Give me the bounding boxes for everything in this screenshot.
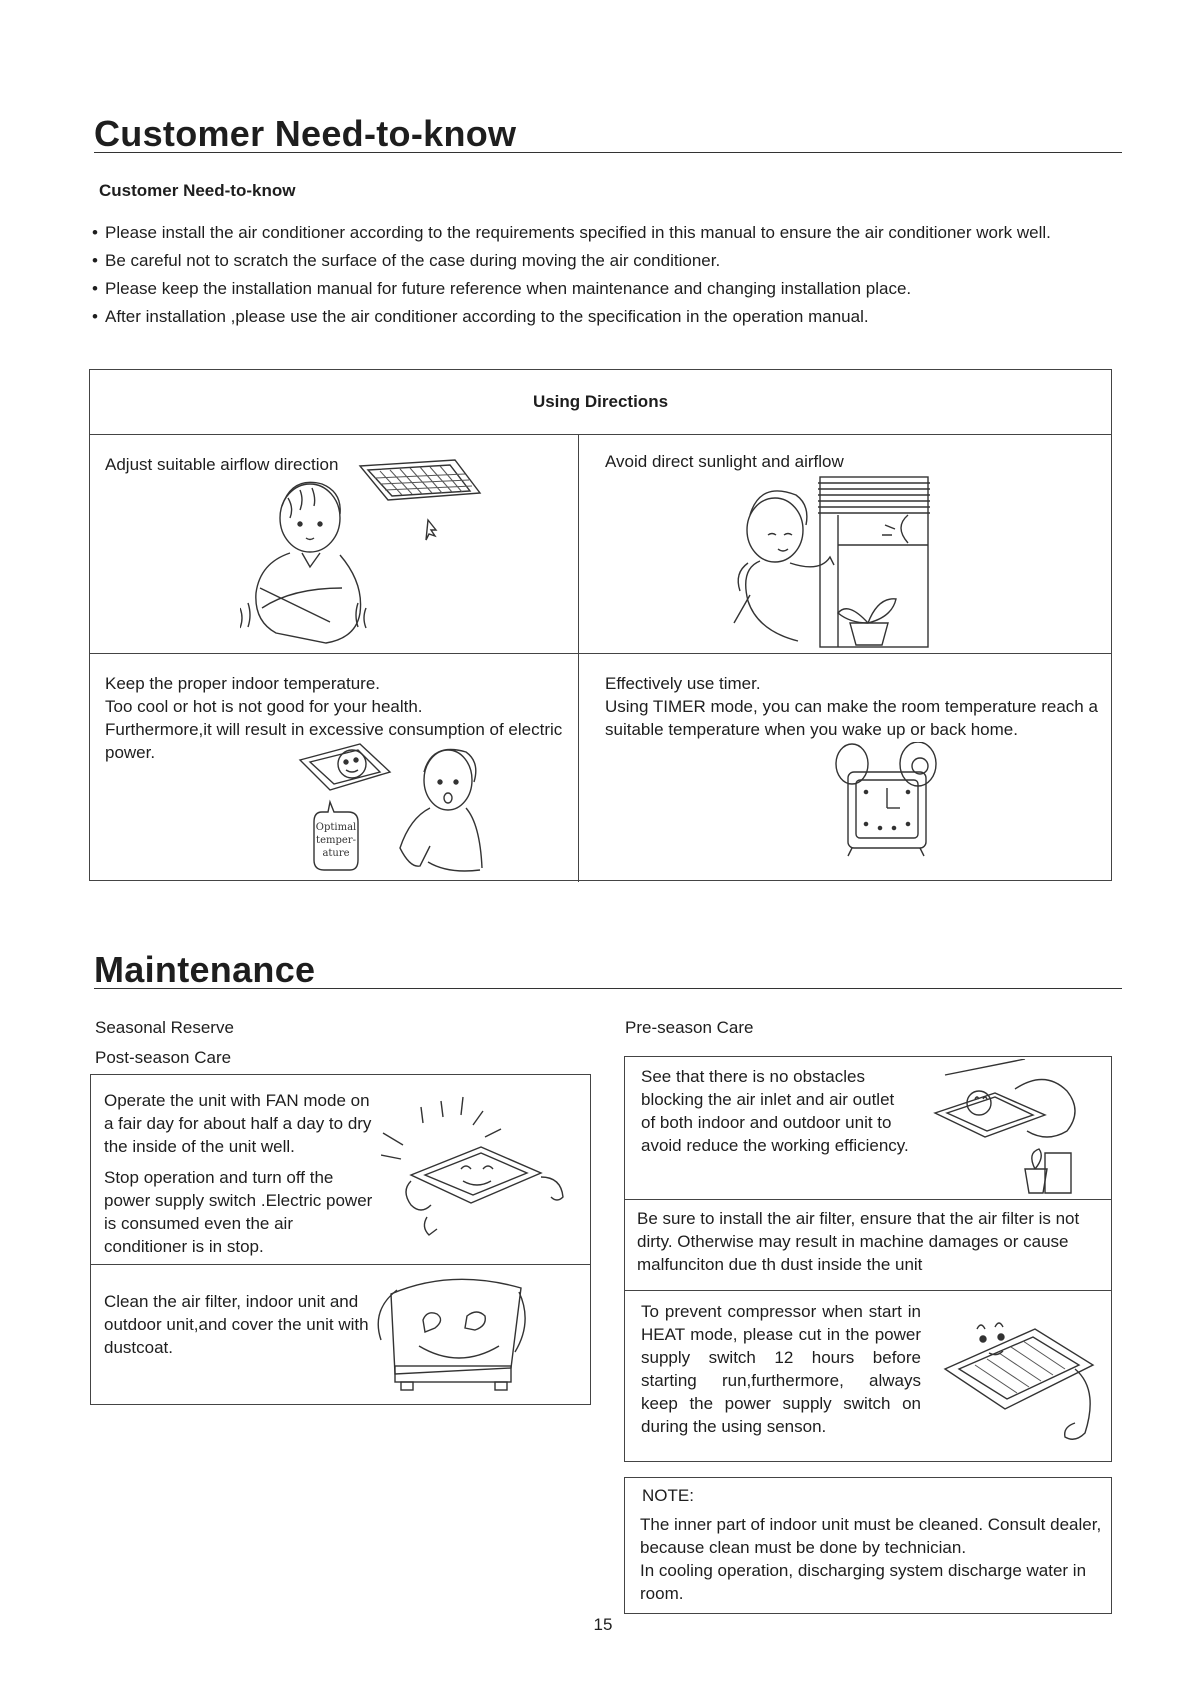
fan-mode-text: Operate the unit with FAN mode on a fair day for about half a day to dry the inside of the unit well. <box>104 1091 372 1156</box>
section-title-need-to-know: Customer Need-to-know <box>94 112 1122 153</box>
dustcoat-illustration <box>371 1270 531 1402</box>
box-divider <box>91 1264 590 1265</box>
sunlight-text: Avoid direct sunlight and airflow <box>605 452 844 471</box>
table-divider-horizontal <box>90 653 1111 654</box>
smiling-cassette-icon <box>945 1323 1093 1439</box>
post-season-box <box>90 1074 591 1405</box>
list-item: • After installation ,please use the air conditioner according to the specification in the operation manual. <box>92 306 1122 328</box>
timer-line-2: Using TIMER mode, you can make the room temperature reach a suitable temperature when you wake up or back home. <box>605 697 1098 739</box>
speech-bubble-icon <box>314 802 358 870</box>
section-title-maintenance: Maintenance <box>94 948 1122 989</box>
happy-cassette-icon <box>406 1147 563 1235</box>
subsection-title-need-to-know: Customer Need-to-know <box>99 181 296 200</box>
potted-plant-icon <box>838 599 896 645</box>
person-cold-icon <box>240 482 366 643</box>
note-line-1: The inner part of indoor unit must be cleaned. Consult dealer, because clean must be done by technician. <box>640 1515 1102 1557</box>
alarm-clock-icon <box>836 742 936 856</box>
clean-filter-text: Clean the air filter, indoor unit and outdoor unit,and cover the unit with dustcoat. <box>104 1292 369 1357</box>
obstacles-text: See that there is no obstacles blocking the air inlet and air outlet of both indoor and outdoor unit to avoid reduce the working efficiency. <box>641 1067 909 1155</box>
pre-season-label: Pre-season Care <box>625 1018 754 1037</box>
timer-text <box>605 672 1100 741</box>
stop-operation-text: Stop operation and turn off the power supply switch .Electric power is consumed even the air conditioner is in stop. <box>104 1168 373 1256</box>
temperature-line-2: Too cool or hot is not good for your health. <box>105 697 423 716</box>
obstacles-illustration <box>915 1059 1111 1195</box>
seasonal-reserve-label: Seasonal Reserve <box>95 1018 234 1037</box>
note-box <box>624 1477 1112 1614</box>
table-divider-vertical <box>578 434 579 882</box>
list-item: • Be careful not to scratch the surface of the case during moving the air conditioner. <box>92 250 1122 272</box>
cassette-with-plant-icon <box>935 1059 1075 1193</box>
ceiling-cassette-icon <box>360 460 480 500</box>
heat-mode-illustration <box>925 1309 1105 1459</box>
temperature-line-1: Keep the proper indoor temperature. <box>105 674 381 693</box>
note-line-2: In cooling operation, discharging system discharge water in room. <box>640 1561 1087 1603</box>
sunlight-illustration <box>720 475 940 650</box>
airflow-text: Adjust suitable airflow direction <box>105 455 339 474</box>
box-divider <box>625 1290 1111 1291</box>
box-divider <box>625 1199 1111 1200</box>
note-title: NOTE: <box>642 1486 694 1505</box>
smiling-cassette-icon <box>300 744 390 790</box>
list-item: • Please install the air conditioner according to the requirements specified in this manual to ensure the air conditioner work well. <box>92 222 1122 244</box>
optimal-label-line-1: Optimal <box>315 822 357 833</box>
page-number: 15 <box>593 1615 613 1634</box>
sun-rays-icon <box>381 1097 501 1159</box>
air-filter-text: Be sure to install the air filter, ensure that the air filter is not dirty. Otherwise may result in machine damages or cause malfunciton due th dust inside the unit <box>637 1209 1080 1274</box>
optimal-label-line-3: ature <box>322 848 350 859</box>
need-to-know-list <box>92 222 1122 334</box>
covered-unit-icon <box>378 1279 525 1390</box>
airflow-illustration <box>240 458 490 648</box>
post-season-label: Post-season Care <box>95 1048 232 1067</box>
note-text <box>640 1513 1102 1605</box>
list-item: • Please keep the installation manual for future reference when maintenance and changing installation place. <box>92 278 1122 300</box>
using-directions-table <box>89 369 1112 881</box>
arrow-down-icon <box>426 520 436 540</box>
using-directions-title: Using Directions <box>90 370 1111 435</box>
temperature-line-3: Furthermore,it will result in excessive consumption of electric power. <box>105 720 563 762</box>
person-comfortable-icon <box>400 750 482 872</box>
pre-season-box <box>624 1056 1112 1462</box>
optimal-label-line-2: temper- <box>316 835 356 846</box>
timer-line-1: Effectively use timer. <box>605 674 761 693</box>
heat-mode-text: To prevent compressor when start in HEAT mode, please cut in the power supply switch 12 hours before starting run,furthermore, always keep the power supply switch on during the using senson. <box>641 1302 921 1436</box>
fan-drying-illustration <box>381 1085 586 1255</box>
timer-illustration <box>830 742 950 862</box>
temperature-illustration <box>280 742 530 880</box>
